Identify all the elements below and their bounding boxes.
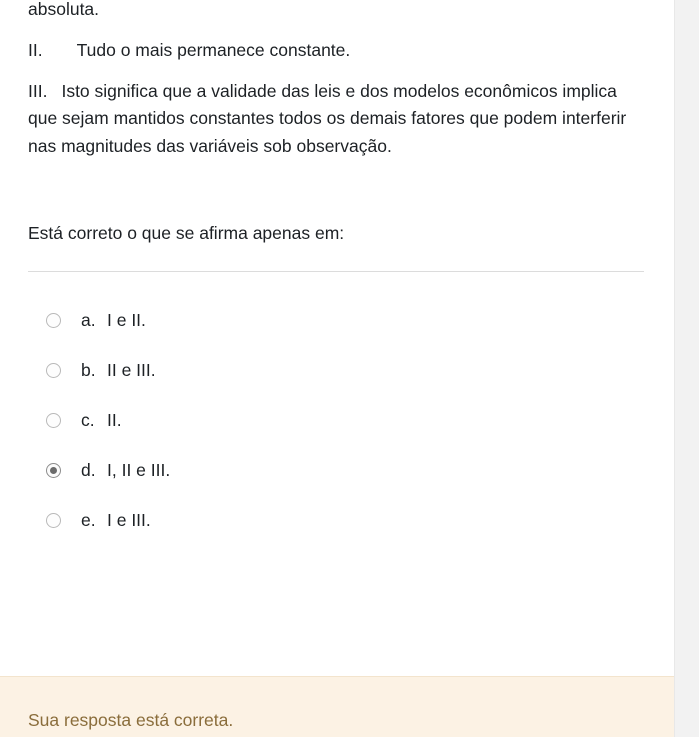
answer-letter-e: e.: [81, 510, 96, 531]
radio-icon-b[interactable]: [46, 363, 61, 378]
answer-letter-c: c.: [81, 410, 95, 431]
statement-item-2: [28, 37, 646, 64]
statement-item-3-text: Isto significa que a validade das leis e dos modelos econômicos implica que sejam mantidos constantes todos os demais fatores que podem interferir nas magnitudes das variáveis sob observação.: [28, 81, 627, 156]
answer-text-d: I, II e III.: [107, 460, 171, 481]
radio-icon-c[interactable]: [46, 413, 61, 428]
radio-icon-e[interactable]: [46, 513, 61, 528]
answer-text-e: I e III.: [107, 510, 151, 531]
radio-icon-d[interactable]: [46, 463, 61, 478]
answer-option-b[interactable]: [46, 346, 646, 396]
answer-option-a[interactable]: [46, 296, 646, 346]
answer-letter-a: a.: [81, 310, 96, 331]
statement-tail: absoluta.: [28, 0, 100, 19]
answer-letter-d: d.: [81, 460, 96, 481]
feedback-banner: [0, 676, 674, 737]
answer-letter-b: b.: [81, 360, 96, 381]
answer-text-c: II.: [107, 410, 122, 431]
answer-option-e[interactable]: [46, 496, 646, 546]
statement-item-3: [28, 78, 646, 159]
page-right-gutter: [674, 0, 699, 737]
answer-text-a: I e II.: [107, 310, 146, 331]
answer-option-c[interactable]: [46, 396, 646, 446]
statement-item-2-text: Tudo o mais permanece constante.: [76, 40, 351, 61]
radio-icon-a[interactable]: [46, 313, 61, 328]
feedback-text: Sua resposta está correta.: [28, 710, 234, 730]
statement-item-2-number: II.: [28, 40, 43, 61]
answers-divider: [28, 271, 644, 272]
answer-text-b: II e III.: [107, 360, 156, 381]
answer-option-d[interactable]: [46, 446, 646, 496]
answer-options-list: [28, 296, 646, 546]
question-prompt: Está correto o que se afirma apenas em:: [28, 222, 345, 243]
statement-item-3-number: III.: [28, 81, 48, 102]
